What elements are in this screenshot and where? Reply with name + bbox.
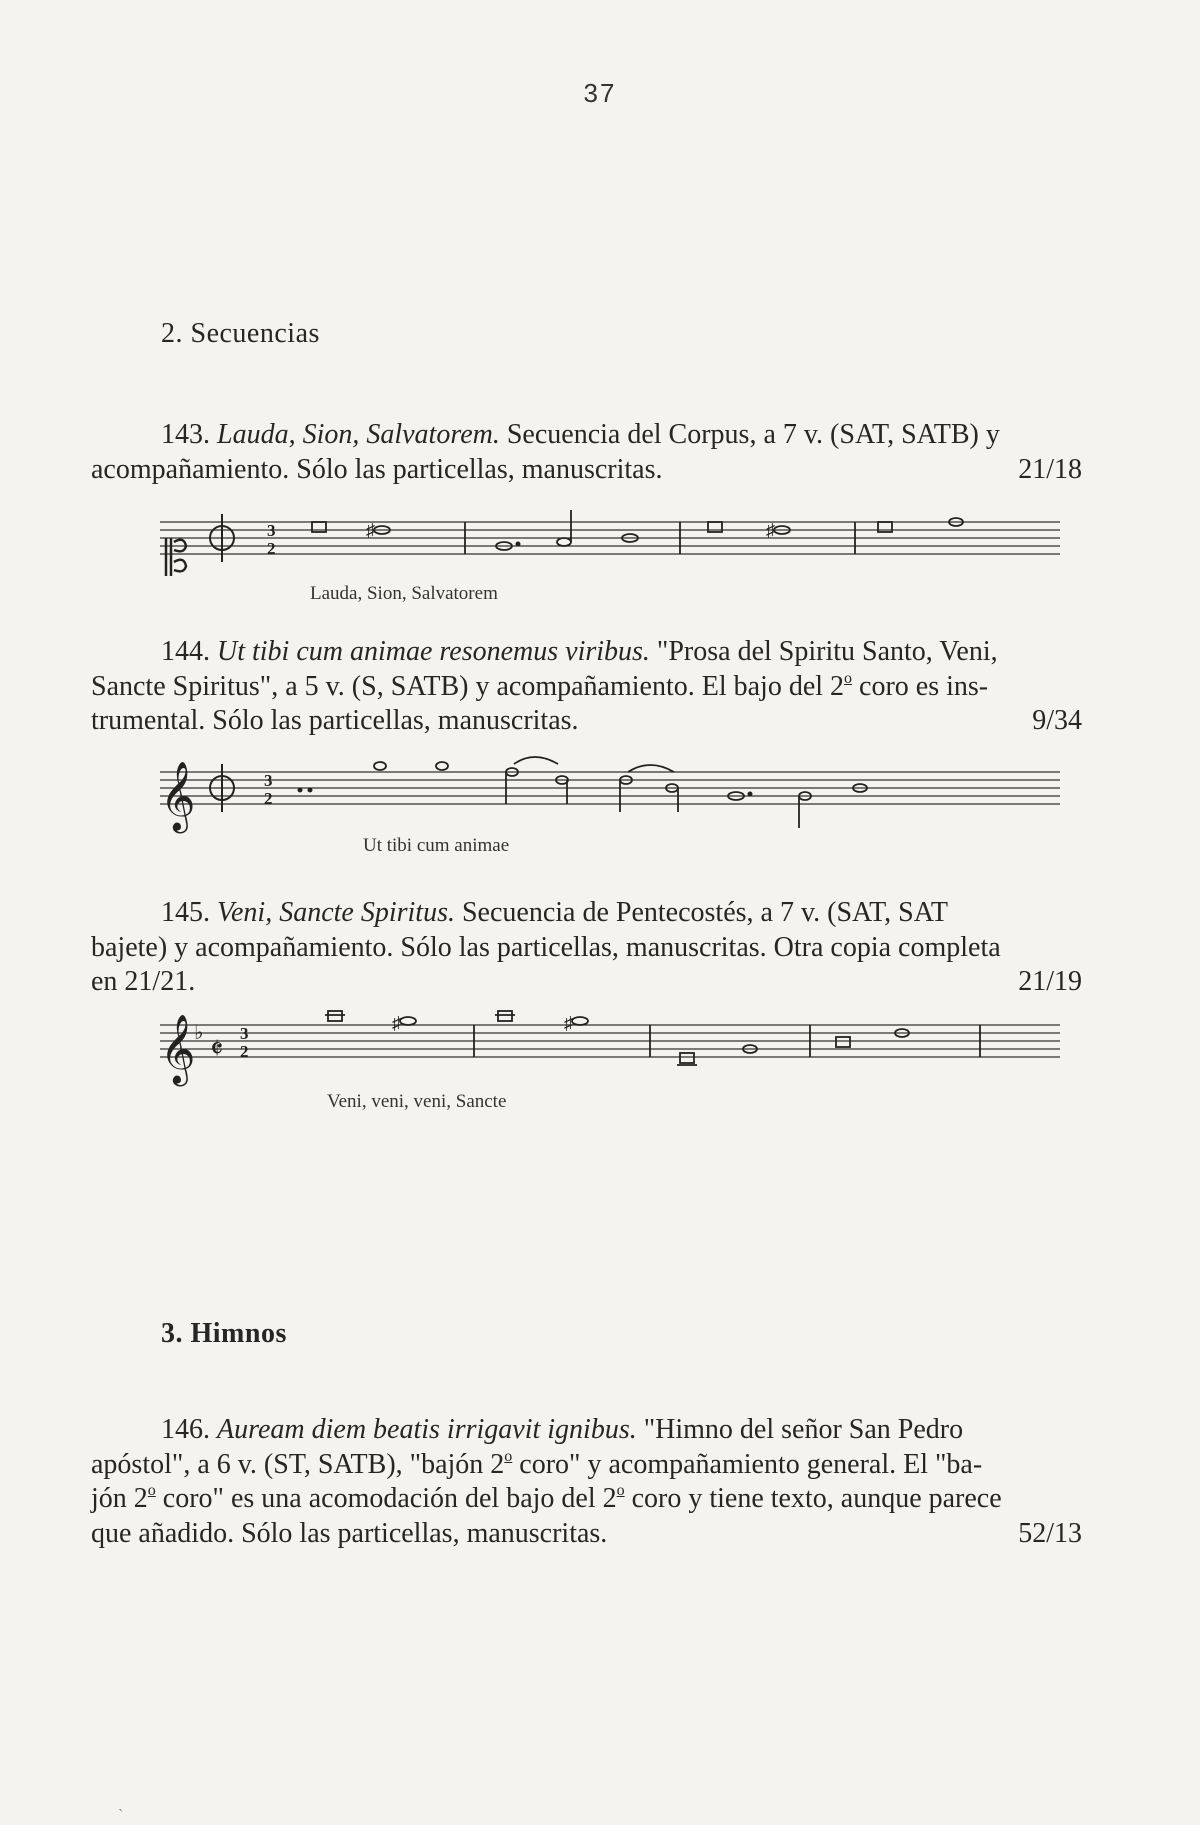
section-heading-secuencias: 2. Secuencias [161, 318, 320, 349]
entry-reference: 21/18 [1018, 453, 1082, 485]
minim-note [557, 538, 571, 546]
minim-note [436, 762, 448, 770]
entry-description: "Himno del señor San Pedro [643, 1414, 964, 1445]
entry-description: apóstol", a 6 v. (ST, SATB), "bajón 2 [91, 1448, 505, 1480]
entry-description: Secuencia de Pentecostés, a 7 v. (SAT, SAT [461, 897, 948, 928]
entry-description: trumental. Sólo las particellas, manuscritas. [91, 705, 579, 736]
ligature-tie [628, 765, 674, 772]
ordinal-mark: o [147, 1482, 156, 1499]
ordinal-mark: o [844, 669, 853, 687]
meter-numerator: 3 [267, 521, 276, 540]
entry-line [91, 931, 1084, 966]
treble-clef-icon: 𝄞 [160, 1014, 196, 1084]
entry-line [91, 704, 1084, 739]
ligature-tie [514, 757, 558, 764]
entry-title: Auream diem beatis irrigavit ignibus. [217, 1414, 637, 1445]
entry-description: bajete) y acompañamiento. Sólo las particellas, manuscritas. Otra copia completa [91, 931, 1001, 963]
dot [308, 788, 311, 791]
entry-description: coro" es una acomodación del bajo del 2 [155, 1483, 617, 1514]
minim-note [374, 762, 386, 770]
incipit-text: Ut tibi cum animae [363, 835, 510, 856]
entry-line [91, 1413, 1084, 1448]
entry-line [91, 635, 1084, 670]
section-heading-himnos: 3. Himnos [161, 1318, 287, 1349]
entry-description: coro y tiene texto, aunque parece [624, 1483, 1002, 1514]
meter-denominator: 2 [267, 539, 276, 558]
entry-line [91, 1517, 1084, 1552]
breve-note [498, 1011, 512, 1021]
semibreve-note [572, 1017, 588, 1025]
entry-line [91, 670, 1084, 705]
entry-line [91, 1448, 1084, 1483]
meter-denominator: 2 [264, 789, 273, 808]
sharp-icon: ♯ [766, 520, 775, 540]
music-incipit-143 [160, 500, 1060, 610]
entry-title: Ut tibi cum animae resonemus viribus. [217, 636, 650, 667]
incipit-text: Lauda, Sion, Salvatorem [310, 583, 498, 604]
catalog-entry-146 [91, 1413, 1084, 1551]
entry-number: 146. [161, 1414, 210, 1445]
page-number: 37 [583, 78, 617, 108]
entry-line [91, 965, 1084, 1000]
catalog-entry-145 [91, 896, 1084, 1000]
music-staff [160, 500, 1060, 580]
entry-number: 144. [161, 636, 210, 667]
entry-description: coro" y acompañamiento general. El "ba- [512, 1448, 983, 1480]
ordinal-mark: o [504, 1447, 513, 1465]
treble-clef-icon: 𝄞 [160, 761, 196, 831]
meter-numerator: 3 [264, 771, 273, 790]
music-incipit-144 [160, 750, 1060, 860]
ordinal-mark: o [616, 1482, 625, 1499]
incipit-text: Veni, veni, veni, Sancte [327, 1091, 507, 1112]
flat-icon: ♭ [194, 1020, 204, 1044]
catalog-entry-144 [91, 635, 1084, 739]
paper-speck: ˏ [118, 1795, 124, 1812]
entry-reference: 9/34 [1032, 705, 1082, 736]
entry-description: que añadido. Sólo las particellas, manuscritas. [91, 1517, 608, 1549]
meter-numerator: 3 [240, 1024, 249, 1043]
cut-time-icon: 𝄵 [210, 1032, 224, 1067]
entry-description: Secuencia del Corpus, a 7 v. (SAT, SATB) y [506, 419, 1000, 450]
entry-description: Sancte Spiritus", a 5 v. (S, SATB) y acompañamiento. El bajo del 2 [91, 670, 845, 702]
entry-description: en 21/21. [91, 966, 196, 997]
music-staff [160, 1003, 1060, 1083]
entry-reference: 52/13 [1018, 1517, 1082, 1549]
sharp-icon: ♯ [564, 1013, 573, 1033]
dot [748, 792, 751, 795]
entry-description: acompañamiento. Sólo las particellas, manuscritas. [91, 453, 663, 485]
entry-line [91, 896, 1084, 931]
semibreve-note [400, 1017, 416, 1025]
entry-description: jón 2 [91, 1483, 148, 1514]
c-clef-icon [166, 538, 186, 576]
entry-number: 143. [161, 419, 210, 450]
entry-title: Veni, Sancte Spiritus. [217, 897, 455, 928]
entry-description: coro es ins- [852, 670, 989, 702]
music-incipit-145 [160, 1003, 1060, 1113]
dot [298, 788, 301, 791]
breve-note [328, 1011, 342, 1021]
sharp-icon: ♯ [366, 520, 375, 540]
entry-line [91, 1482, 1084, 1517]
breve-note [680, 1053, 694, 1063]
entry-reference: 21/19 [1018, 966, 1082, 997]
meter-denominator: 2 [240, 1042, 249, 1061]
catalog-entry-143 [91, 418, 1084, 487]
entry-title: Lauda, Sion, Salvatorem. [217, 419, 500, 450]
entry-number: 145. [161, 897, 210, 928]
sharp-icon: ♯ [392, 1013, 401, 1033]
dot [516, 542, 519, 545]
entry-line [91, 418, 1084, 453]
music-staff [160, 750, 1060, 830]
entry-line [91, 453, 1084, 488]
breve-note [836, 1037, 850, 1047]
entry-description: "Prosa del Spiritu Santo, Veni, [656, 636, 998, 667]
